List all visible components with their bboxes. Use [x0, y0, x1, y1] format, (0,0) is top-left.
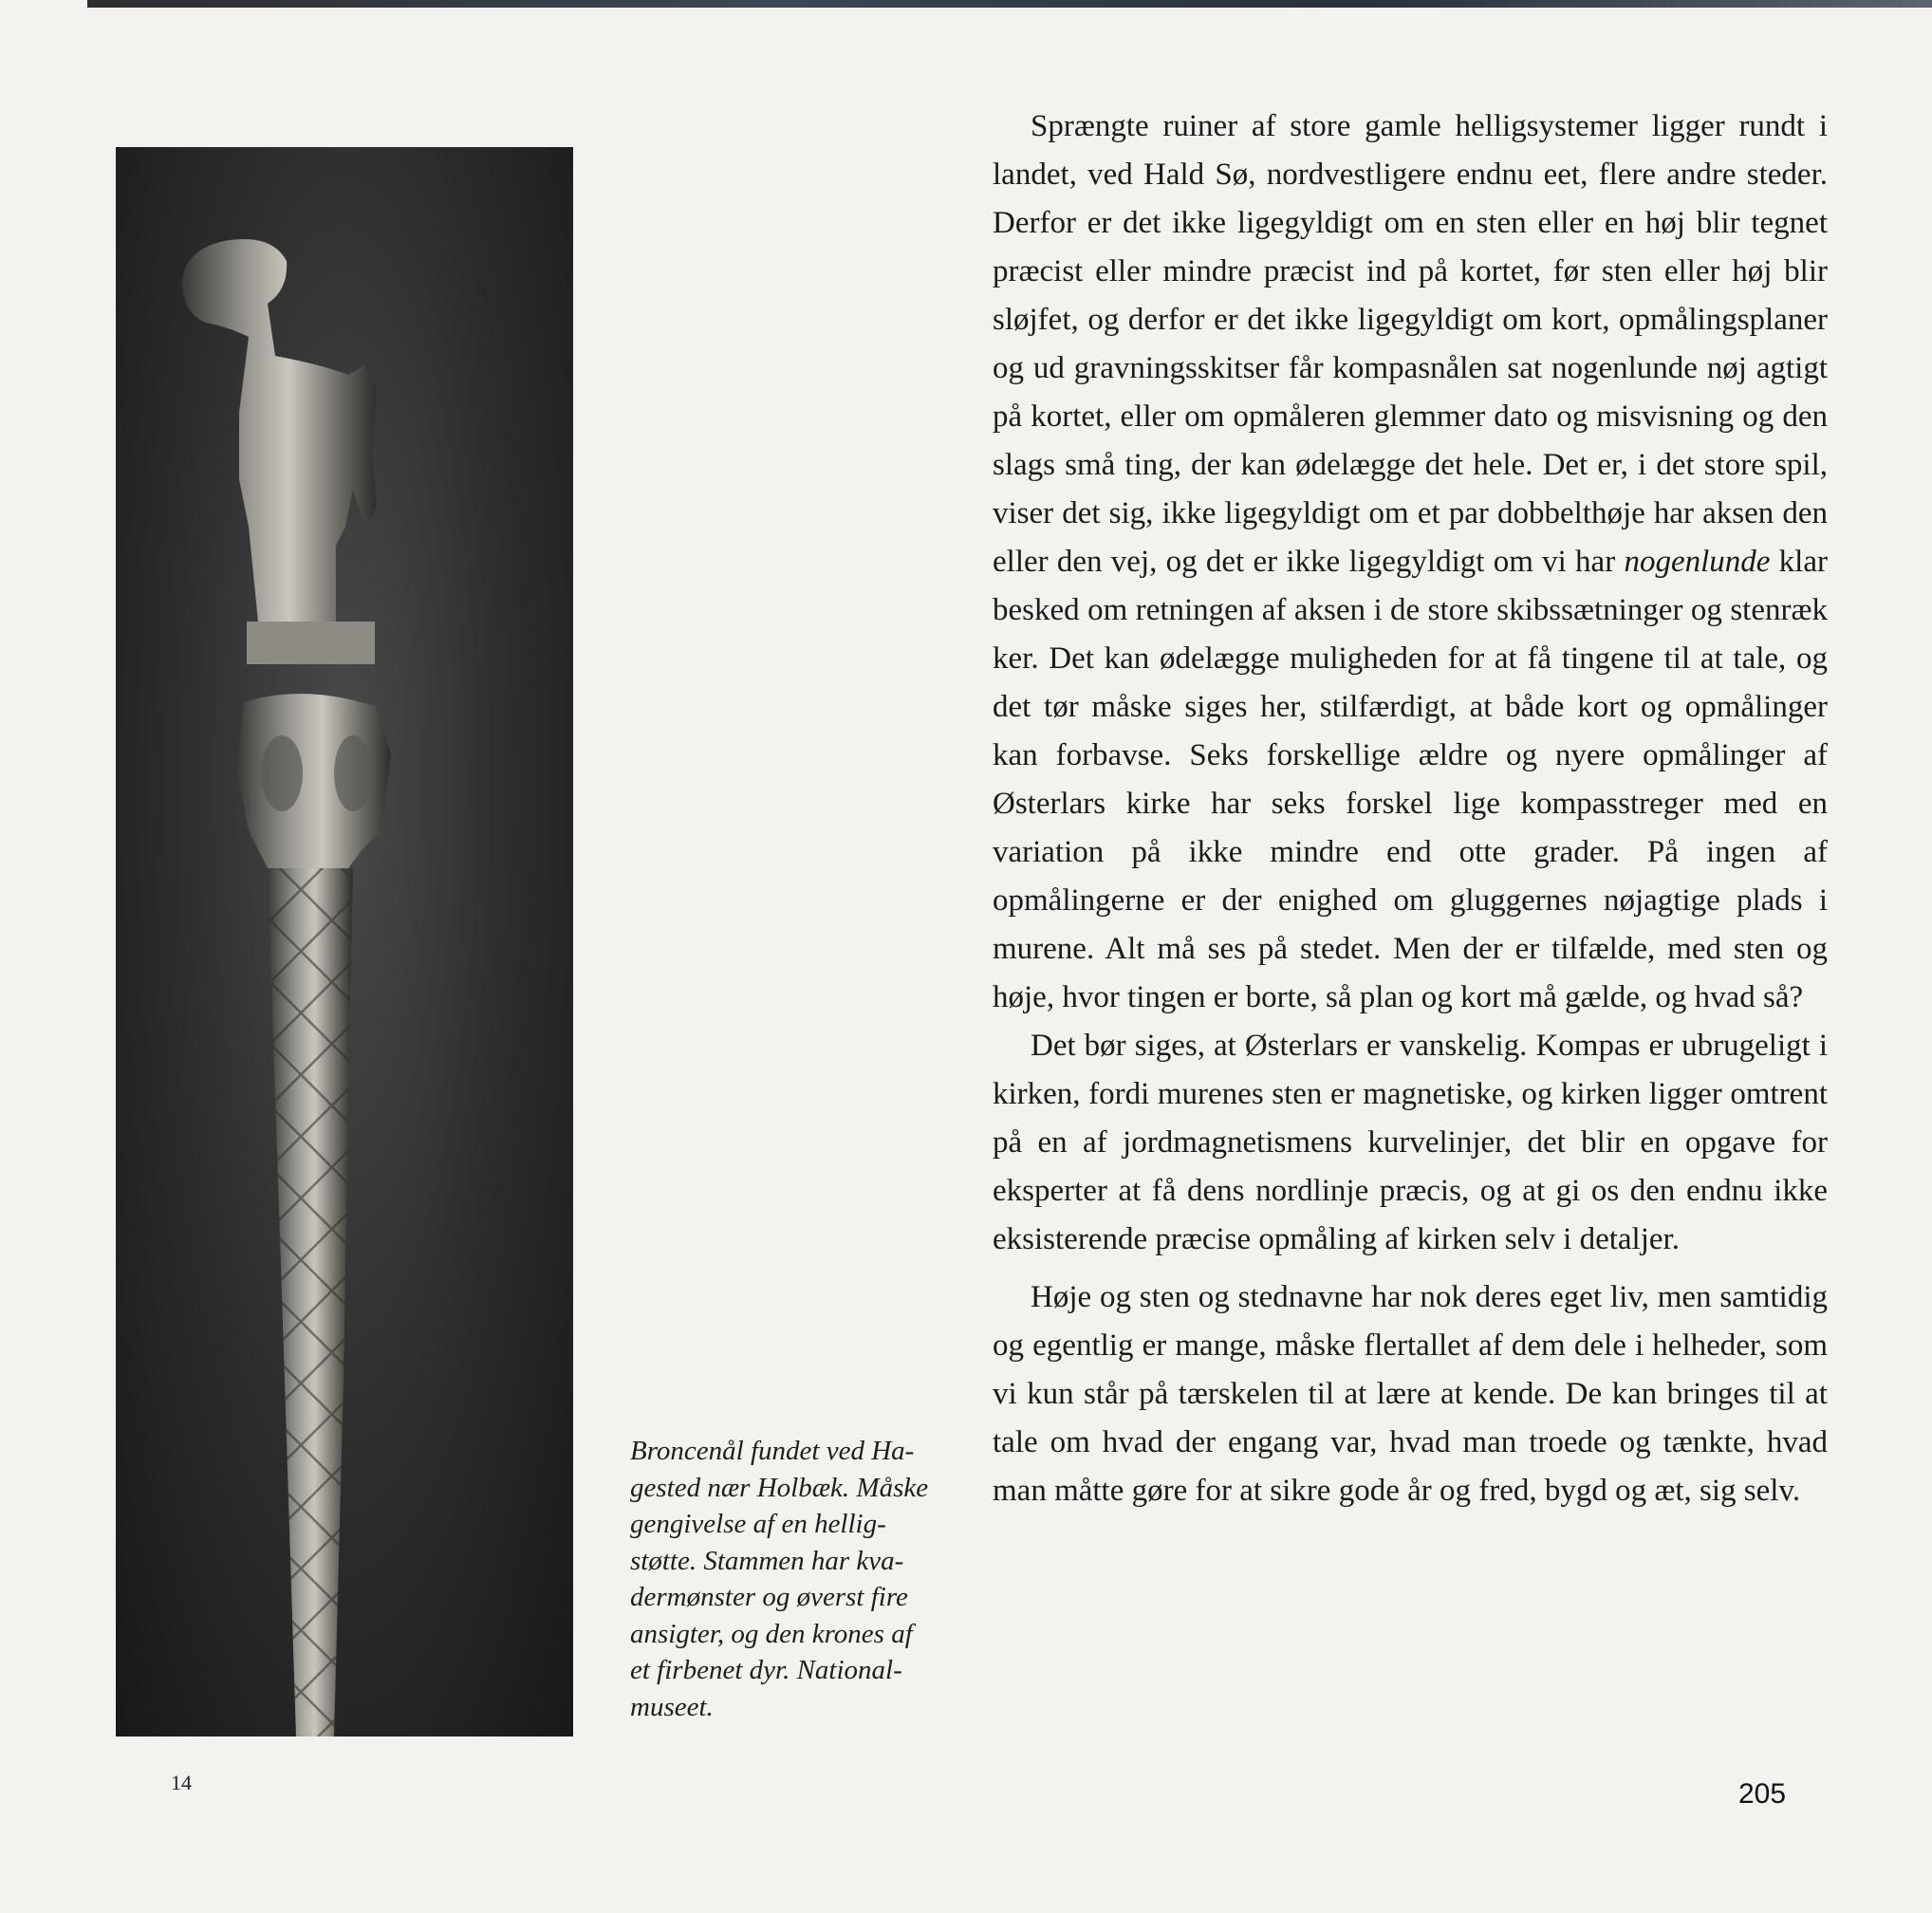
caption-line: ansigter, og den krones af	[630, 1618, 913, 1649]
text-line: stedet. Men der er tilfælde, med sten og høje, hvor	[993, 932, 1829, 1014]
page-number-right: 205	[1738, 1778, 1787, 1810]
text-line: misvisning og den slags små ting, der kan ødelægge det	[993, 399, 1828, 482]
page-top-edge-gap	[0, 0, 87, 8]
page-number-left: 14	[171, 1771, 192, 1794]
caption-line: dermønster og øverst fire	[630, 1582, 908, 1612]
text-line: tingen er borte, så plan og kort må gælde, og hvad så?	[1127, 980, 1804, 1014]
figure-caption	[630, 1433, 968, 1725]
text-line: om et par dobbelthøje har aksen den eller den vej, og det	[993, 496, 1828, 579]
text-line: kort og opmålinger kan forbavse. Seks forskellige ældre	[993, 690, 1828, 772]
text-line: gravningsskitser får kompasnålen sat nogenlunde nøj	[1073, 351, 1747, 385]
text-line: om gluggernes nøjagtige plads i murene. Alt må ses på	[993, 883, 1829, 966]
text-line: dem dele i helheder, som vi kun står på tærskelen til at	[993, 1328, 1828, 1411]
text-line: at tale, og det tør måske siges her, stilfærdigt, at både	[993, 641, 1829, 724]
text-line: men samtidig og egentlig er mange, måske flertallet af	[993, 1280, 1828, 1363]
text-line: retningen af aksen i de store skibssætninger og stenræk	[1135, 593, 1828, 627]
text-line: Det bør siges, at Østerlars er vanskelig. Kompas er	[1031, 1029, 1682, 1063]
caption-line: et firbenet dyr. National-	[630, 1655, 902, 1685]
text-line: ind på kortet, før sten eller høj blir sløjfet, og derfor er	[993, 254, 1828, 337]
text-line: nordlinje præcis, og at gi os den endnu ikke eksisterende	[993, 1174, 1828, 1256]
text-line: er ikke ligegyldigt om vi har	[1253, 545, 1625, 579]
text-line: det ikke ligegyldigt om kort, opmålingsplaner og ud	[993, 303, 1828, 385]
text-line: klar besked om	[993, 545, 1828, 627]
caption-line: gested nær Holbæk. Måske	[630, 1472, 929, 1503]
caption-line: gengivelse af en hellig-	[630, 1509, 886, 1539]
text-line: otte grader. På ingen af opmålingerne er der enighed	[993, 835, 1828, 918]
text-line: rundt i landet, ved Hald Sø, nordvestligere endnu eet,	[993, 109, 1828, 192]
text-line: ubrugeligt i kirken, fordi murenes sten er magnetiske,	[993, 1029, 1829, 1111]
paragraph-1	[993, 102, 1828, 1022]
text-line: sten eller en høj blir tegnet præcist eller mindre præcist	[993, 206, 1828, 288]
text-line: hele. Det er, i det store spil, viser det sig, ikke ligegyldigt	[993, 448, 1828, 530]
text-line: lære at kende. De kan bringes til at tale om hvad der	[993, 1377, 1828, 1459]
text-line: engang var, hvad man troede og tænkte, hvad man måtte	[993, 1425, 1828, 1508]
text-line: agtigt på kortet, eller om opmåleren glemmer dato og	[993, 351, 1828, 434]
paragraph-2	[993, 1022, 1828, 1264]
paragraph-3	[993, 1273, 1828, 1515]
caption-line: Broncenål fundet ved Ha-	[630, 1436, 915, 1466]
text-line: ker. Det kan ødelægge muligheden for at få tingene til	[993, 641, 1700, 676]
text-line: og kirken ligger omtrent på en af jordmagnetismens	[993, 1077, 1828, 1160]
bronze-pin-photo	[116, 147, 573, 1737]
text-line: og nyere opmålinger af Østerlars kirke har seks forskel	[993, 738, 1828, 821]
text-line: gøre for at sikre gode år og fred, bygd og æt, sig selv.	[1131, 1474, 1801, 1508]
emphasis-nogenlunde: nogenlunde	[1624, 545, 1771, 579]
text-line: Høje og sten og stednavne har nok deres eget liv,	[1031, 1280, 1658, 1314]
caption-line: museet.	[630, 1691, 714, 1722]
text-line: kurvelinjer, det blir en opgave for eksperter at få dens	[993, 1125, 1828, 1208]
text-line: lige kompasstreger med en variation på ikke mindre end	[993, 787, 1829, 869]
caption-line: støtte. Stammen har kva-	[630, 1545, 904, 1576]
text-line: Sprængte ruiner af store gamle helligsystemer ligger	[1031, 109, 1739, 143]
text-line: flere andre steder. Derfor er det ikke ligegyldigt om en	[993, 158, 1829, 240]
body-text	[993, 102, 1828, 1515]
text-line: præcise opmåling af kirken selv i detaljer.	[1155, 1222, 1680, 1256]
bronze-pin-illustration	[116, 147, 573, 1737]
page-top-edge	[0, 0, 1932, 8]
